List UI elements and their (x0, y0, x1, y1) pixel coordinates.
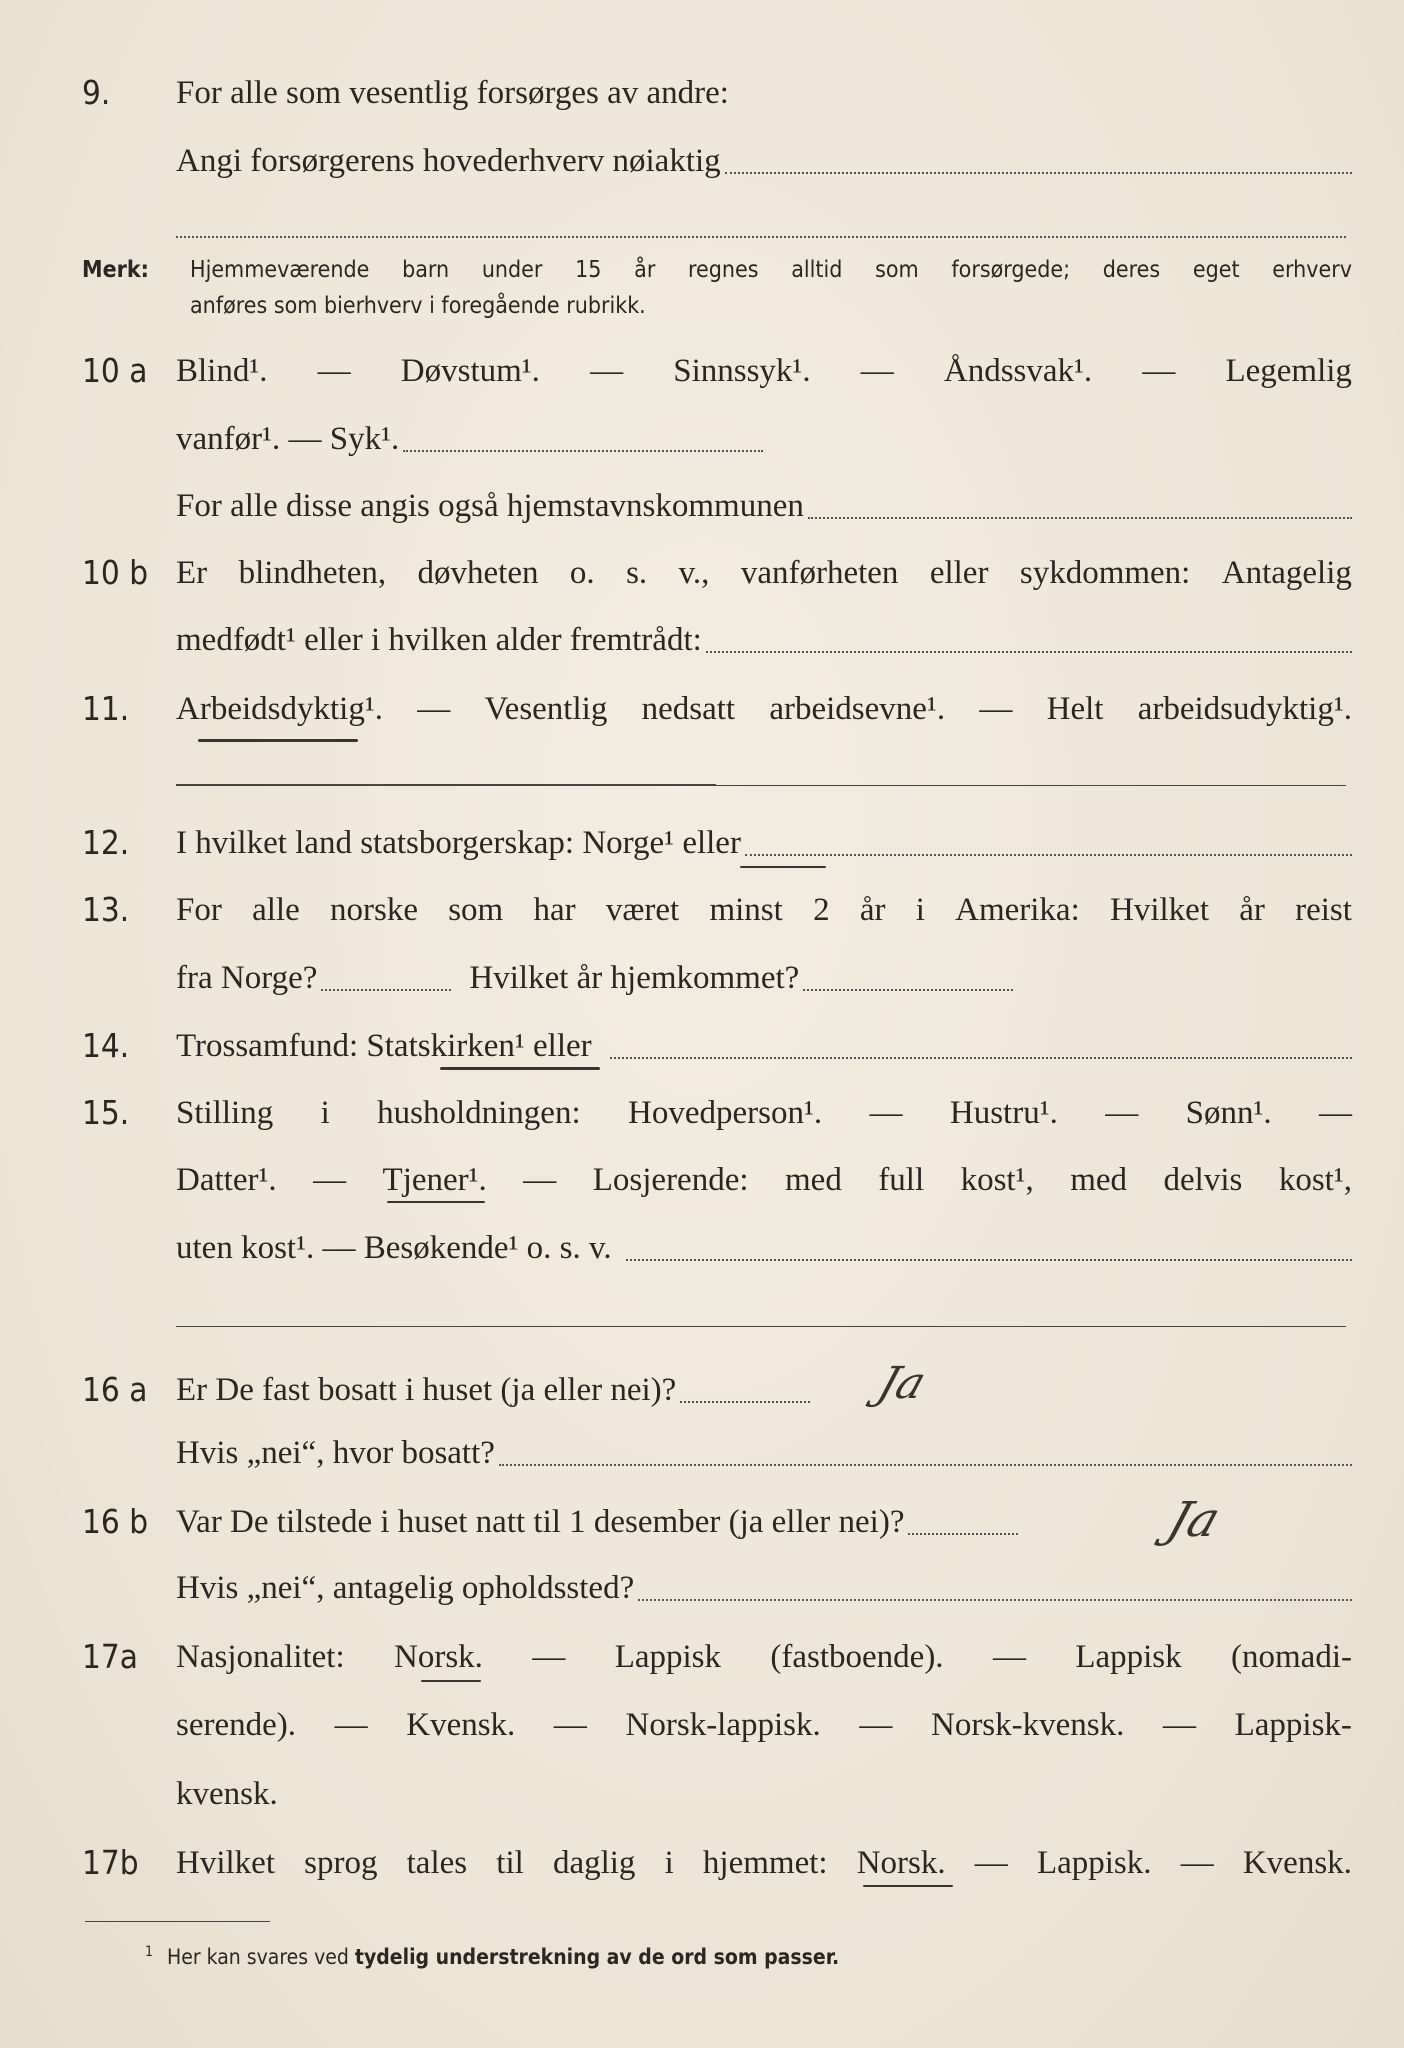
q11-answer-line-a[interactable] (176, 784, 716, 786)
q16a-line1: Er De fast bosatt i huset (ja eller nei)? (176, 1362, 1352, 1418)
q17b-handwritten-underline (863, 1885, 953, 1887)
q15-answer-line[interactable] (626, 1259, 1352, 1261)
q14-number: 14. (82, 1026, 130, 1065)
q15-number: 15. (82, 1093, 130, 1132)
q10a-row (0, 343, 1404, 399)
q10a-answer-line[interactable] (403, 450, 763, 452)
q14-line1: Trossamfund: Statskirken¹ eller (176, 1018, 1352, 1074)
q17a-row3 (0, 1766, 1404, 1822)
q15-row3 (0, 1220, 1404, 1276)
q13-return-year-line[interactable] (803, 989, 1013, 991)
q13-row (0, 882, 1404, 938)
q15-row (0, 1085, 1404, 1141)
q11-handwritten-underline (198, 739, 358, 742)
q16b-row2 (0, 1560, 1404, 1616)
q16a-row (0, 1362, 1404, 1418)
merk-label: Merk: (82, 257, 149, 283)
q16a-residence-line[interactable] (499, 1464, 1352, 1466)
q16b-answer-line[interactable] (908, 1533, 1018, 1535)
q12-number: 12. (82, 823, 130, 862)
q9-line2: Angi forsørgerens hovederhverv nøiaktig (176, 133, 1352, 189)
q13-row2 (0, 950, 1404, 1006)
q9-row2 (0, 133, 1404, 189)
q15-line1: Stilling i husholdningen: Hovedperson¹. — Hustru¹. — Sønn¹. — (176, 1095, 1352, 1131)
q12-line1: I hvilket land statsborgerskap: Norge¹ eller (176, 815, 1352, 871)
q10a-hometown-line[interactable] (808, 517, 1352, 519)
q9-row (0, 65, 1404, 121)
q16a-answer-line[interactable] (680, 1401, 810, 1403)
q10a-number: 10 a (82, 351, 148, 390)
q12-row (0, 815, 1404, 871)
q15-line2: Datter¹. — Tjener¹. — Losjerende: med full kost¹, med delvis kost¹, (176, 1162, 1352, 1198)
q17a-handwritten-underline (421, 1680, 481, 1682)
q11-answer-line-b[interactable] (716, 785, 1346, 786)
q10a-row3 (0, 478, 1404, 534)
q10b-number: 10 b (82, 553, 149, 592)
q10b-row (0, 545, 1404, 601)
q17a-line2: serende). — Kvensk. — Norsk-lappisk. — Norsk-kvensk. — Lappisk- (176, 1707, 1352, 1743)
q17b-row (0, 1835, 1404, 1891)
q16b-number: 16 b (82, 1502, 149, 1541)
q15-row2 (0, 1152, 1404, 1208)
q17a-line3: kvensk. (176, 1776, 278, 1812)
q17a-row2 (0, 1697, 1404, 1753)
q11-number: 11. (82, 689, 130, 728)
q9-number: 9. (82, 73, 111, 112)
q9-answer-line[interactable] (725, 172, 1352, 174)
q11-row (0, 681, 1404, 737)
merk-line2: anføres som bierhverv i foregående rubrikk. (190, 293, 646, 319)
q14-row (0, 1018, 1404, 1074)
q10a-line3: For alle disse angis også hjemstavnskommunen (176, 478, 1352, 534)
q15-line3: uten kost¹. — Besøkende¹ o. s. v. (176, 1220, 1352, 1276)
q16b-line1: Var De tilstede i huset natt til 1 desember (ja eller nei)? (176, 1494, 1352, 1550)
q10b-row2 (0, 612, 1404, 668)
q10b-line1: Er blindheten, døvheten o. s. v., vanførheten eller sykdommen: Antagelig (176, 555, 1352, 591)
q10a-line1: Blind¹. — Døvstum¹. — Sinnssyk¹. — Åndssvak¹. — Legemlig (176, 353, 1352, 389)
q15-extra-answer-line[interactable] (176, 1326, 1346, 1327)
q9-extra-answer-line[interactable] (176, 236, 1346, 238)
footnote: $^1$ Her kan svares ved tydelig understrekning av de ord som passer. (145, 1944, 840, 1969)
q13-line2: fra Norge? Hvilket år hjemkommet? (176, 950, 1352, 1006)
q16b-line2: Hvis „nei“, antagelig opholdssted? (176, 1560, 1352, 1616)
q12-answer-line[interactable] (745, 854, 1352, 856)
footnote-mark: 1 (145, 1944, 154, 1960)
q10b-answer-line[interactable] (706, 651, 1352, 653)
q16a-handwritten-answer: Ja (871, 1358, 933, 1409)
q13-number: 13. (82, 890, 130, 929)
q17b-line1: Hvilket sprog tales til daglig i hjemmet: Norsk. — Lappisk. — Kvensk. (176, 1845, 1352, 1881)
q17b-number: 17b (82, 1843, 139, 1882)
q10a-row2 (0, 411, 1404, 467)
q17a-number: 17a (82, 1637, 138, 1676)
q15-handwritten-underline (387, 1201, 485, 1203)
q14-answer-line[interactable] (610, 1057, 1352, 1059)
q16b-handwritten-answer: Ja (1160, 1492, 1227, 1548)
q13-departure-year-line[interactable] (321, 989, 451, 991)
q9-line1: For alle som vesentlig forsørges av andre: (176, 75, 729, 111)
q17a-row (0, 1629, 1404, 1685)
q16b-stay-line[interactable] (638, 1599, 1352, 1601)
q16a-row2 (0, 1425, 1404, 1481)
q16a-number: 16 a (82, 1370, 148, 1409)
q17a-line1: Nasjonalitet: Norsk. — Lappisk (fastboende). — Lappisk (nomadi- (176, 1639, 1352, 1675)
q10a-line2: vanfør¹. — Syk¹. (176, 411, 1352, 467)
q14-handwritten-underline (440, 1067, 600, 1070)
q12-handwritten-underline (740, 866, 826, 868)
q16a-line2: Hvis „nei“, hvor bosatt? (176, 1425, 1352, 1481)
q11-line1: Arbeidsdyktig¹. — Vesentlig nedsatt arbeidsevne¹. — Helt arbeidsudyktig¹. (176, 691, 1352, 727)
q13-line1: For alle norske som har været minst 2 år i Amerika: Hvilket år reist (176, 892, 1352, 928)
q10b-line2: medfødt¹ eller i hvilken alder fremtrådt: (176, 612, 1352, 668)
merk-line1: Hjemmeværende barn under 15 år regnes alltid som forsørgede; deres eget erhverv (190, 257, 1352, 283)
footnote-divider (85, 1921, 270, 1922)
